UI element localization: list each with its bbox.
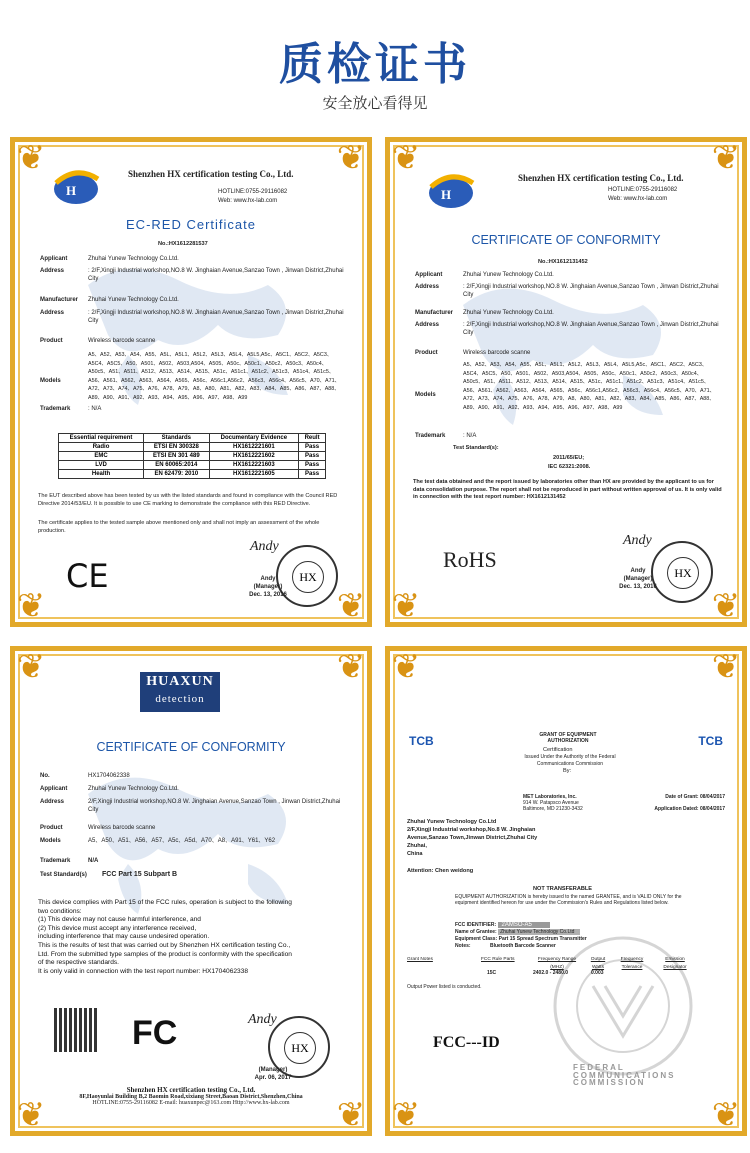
table-cell: 2402.0 - 2480.0 [533, 970, 569, 976]
table-cell: 0.003 [591, 970, 604, 976]
website: Web: www.hx-lab.com [218, 198, 278, 204]
page-subtitle: 安全放心看得见 [322, 94, 428, 112]
field-label: Trademark [40, 406, 71, 412]
certification-label: Certification [543, 747, 573, 753]
table-cell: ETSI EN 300328 [144, 443, 210, 452]
address-value: : 2/F,Xingji Industrial workshop,NO.8 W. Jinghaian Avenue,Sanzao Town , Jinwan District,Zhuhai City [88, 310, 344, 324]
models-value: A5、A52、A53、A54、A55、A5L、A5L1、A5L2、A5L3、A5L4、A5L5,A5c、A5C1、A5C2、A5C3、A5C4、A5C5、A50、A501、A502、A503,A504、A505、A50c、A50c1、A50c2、A50c3、A50c4、A50c5、A51、A511、A512、A513、A514、A515、A51c、A51c1、A51c2、A51c3、A51c4、A51c5、A56、A561、A562、A563、A564、A565、A56c、A56c1,A56c2、A56c3、A56c4、A56c5、A70、A71、A72、A73、A74、A75、A76、A78、A79、A8、A80、A81、A82、A83、A84、A85、A86、A87、A88、A89、A90、A91、A92、A93、A94、A95、A96、A97、A98、A99 [463, 362, 716, 411]
stamp-text: HX [292, 561, 324, 593]
detail-label: FCC IDENTIFIER: [455, 922, 497, 928]
hx-logo-icon [425, 169, 477, 211]
table-cell: EN 62479: 2010 [144, 470, 210, 479]
fcc-details [455, 922, 587, 950]
grantee-line: Zhuhai, [407, 843, 427, 849]
field-label: Address [40, 268, 65, 274]
table-cell: HX1612221601 [209, 443, 299, 452]
trademark-value: : N/A [463, 433, 477, 439]
signature: Andy [248, 1012, 277, 1027]
ornament-icon: ❦ [336, 647, 366, 687]
ornament-icon: ❦ [336, 1095, 366, 1135]
detail-label: Notes: [455, 943, 471, 949]
certificate-title: CERTIFICATE OF CONFORMITY [471, 233, 661, 247]
company-name: Shenzhen HX certification testing Co., Ltd. [128, 169, 294, 179]
manufacturer-value: Zhuhai Yunew Technology Co.Ltd. [463, 310, 554, 316]
table-row [59, 443, 326, 452]
product-value: Wireless barcode scanne [88, 825, 156, 831]
fcc-logo-icon: FC [132, 1014, 178, 1052]
field-label: Address [40, 310, 65, 316]
signature: Andy [250, 539, 279, 554]
applicant-value: Zhuhai Yunew Technology Co.Ltd. [88, 256, 179, 262]
hotline: HOTLINE:0755-29116082 [608, 187, 678, 193]
table-header: Reult [299, 434, 326, 443]
hx-logo-icon [50, 165, 102, 207]
table-cell: Health [59, 470, 144, 479]
attention-line: Attention: Chen weidong [407, 868, 474, 874]
field-label: Test Standard(s) [40, 872, 87, 878]
grantee-line: Avenue,Sanzao Town,Jinwan District,Zhuhai City [407, 835, 538, 841]
manufacturer-value: Zhuhai Yunew Technology Co.Ltd. [88, 297, 179, 303]
field-label: Applicant [40, 786, 68, 792]
logo-line: detection [155, 693, 205, 705]
applicant-value: Zhuhai Yunew Technology Co.Ltd. [463, 272, 554, 278]
certificate-number: No.:HX1612281537 [158, 241, 208, 247]
models-value: A5、A52、A53、A54、A55、A5L、A5L1、A5L2、A5L3、A5L4、A5L5,A5c、A5C1、A5C2、A5C3、A5C4、A5C5、A50、A501、A502、A503,A504、A505、A50c、A50c1、A50c2、A50c3、A50c4、A50c5、A51、A511、A512、A513、A514、A515、A51c、A51c1、A51c2、A51c3、A51c4、A51c5、A56、A561、A562、A563、A564、A565、A56c、A56c1,A56c2、A56c3、A56c4、A56c5、A70、A71、A72、A73、A74、A75、A76、A78、A79、A8、A80、A81、A82、A83、A84、A85、A86、A87、A88、A89、A90、A91、A92、A93、A94、A95、A96、A97、A98、A99 [88, 352, 341, 401]
field-label: Product [415, 350, 438, 356]
ornament-icon: ❦ [16, 647, 46, 687]
signer-name: Andy [630, 568, 646, 574]
certificate-title: EC-RED Certificate [126, 217, 256, 232]
footer-address: 8F,Haoyunlai Building B,2 Baomin Road,xixiang Street,Baoan District,Shenzhen,China [79, 1094, 303, 1100]
statement-line: This device complies with Part 15 of the FCC rules, operation is subject to the following [38, 899, 292, 906]
lab-address: Baltimore, MD 21230-3432 [523, 806, 583, 812]
footer-company: Shenzhen HX certification testing Co., Ltd. [126, 1086, 256, 1094]
grantee-line: Zhuhai Yunew Technology Co.Ltd [407, 819, 497, 825]
table-row [59, 461, 326, 470]
statement-line: (1) This device may not cause harmful interference, and [38, 916, 201, 924]
not-transferable: NOT TRANSFERABLE [533, 886, 593, 892]
table-cell: Pass [299, 470, 326, 479]
statement-line: This is the results of test that was carried out by Shenzhen HX certification testing Co., [38, 941, 291, 949]
sign-date: Apr. 06, 2017 [254, 1075, 292, 1081]
trademark-value: : N/A [88, 406, 102, 412]
detail-label: Name of Grantee: [455, 929, 497, 935]
standard-item: IEC 62321:2008. [548, 464, 591, 470]
ornament-icon: ❦ [16, 138, 46, 178]
field-label: Manufacturer [415, 310, 454, 316]
field-label: Address [40, 799, 65, 805]
equipment-authorization-text: EQUIPMENT AUTHORIZATION is hereby issued to the named GRANTEE, and is VALID ONLY for the equipment identified hereon for use under the Commission's Rules and Regulations listed below. [455, 894, 682, 906]
svg-text:H: H [441, 187, 452, 202]
signer-role: (Manager) [253, 584, 283, 590]
validity-text: The test data obtained and the report issued by laboratories other than HX are provided by the applicant to us for data consolidation purpose. The report shall not be reproduced in part without written approval of us. It is only valid in connection with the test report number: HX1612131452 [413, 479, 722, 500]
table-cell: EMC [59, 452, 144, 461]
ornament-icon: ❦ [336, 138, 366, 178]
table-cell: HX1612221603 [209, 461, 299, 470]
table-cell: Pass [299, 443, 326, 452]
ornament-icon: ❦ [711, 586, 741, 626]
company-name: Shenzhen HX certification testing Co., Ltd. [518, 173, 684, 183]
footer [28, 1086, 354, 1106]
page-header [0, 0, 750, 125]
field-label: Trademark [415, 433, 446, 439]
ornament-icon: ❦ [16, 586, 46, 626]
field-label: Models [40, 378, 61, 384]
field-label: Applicant [415, 272, 443, 278]
standards-table [58, 433, 326, 479]
ornament-icon: ❦ [711, 1095, 741, 1135]
signer-block [608, 567, 668, 591]
cert-rohs[interactable] [385, 137, 747, 627]
statement-line: Ltd. From the submitted type samples of the product is conformity with the specification [38, 950, 292, 958]
statement-line: including interference that may cause undesired operation. [38, 933, 210, 941]
tcb-logo-right: TCB [698, 734, 723, 748]
field-label: Trademark [40, 858, 71, 864]
sign-date: Dec. 13, 2016 [619, 584, 657, 590]
ornament-icon: ❦ [336, 586, 366, 626]
logo-line: HUAXUN [146, 674, 214, 689]
column-header: Emission Designator [663, 957, 687, 970]
table-cell: HX1612221605 [209, 470, 299, 479]
page-title: 质检证书 [279, 39, 471, 90]
address-value: : 2/F,Xingji Industrial workshop,NO.8 W. Jinghaian Avenue,Sanzao Town , Jinwan District,Zhuhai City [463, 284, 719, 298]
grantee-name-value: Zhuhai Yunew Technology Co.Ltd [498, 929, 580, 935]
issued-authority: Issued Under the Authority of the Federal Communications Commission [524, 754, 616, 767]
table-header: Standards [144, 434, 210, 443]
standards-label: Test Standard(s): [453, 445, 499, 451]
table-row [59, 470, 326, 479]
grantee-line: China [407, 851, 423, 857]
application-date: Application Dated: 08/04/2017 [654, 806, 725, 812]
ornament-icon: ❦ [391, 138, 421, 178]
cert-no-value: HX1704062338 [88, 773, 130, 779]
signer-block [238, 1066, 308, 1082]
signer-block [238, 575, 298, 599]
table-header: Essential requirement [59, 434, 144, 443]
statement-line: of the respective standards. [38, 959, 120, 967]
certificate-number: No.:HX1612131452 [538, 259, 588, 265]
ce-mark-icon: CE [66, 557, 109, 595]
column-header: Frequency Tolerance [620, 957, 644, 970]
stamp-text: HX [284, 1032, 316, 1064]
signature: Andy [623, 533, 652, 548]
signer-name: Andy [260, 576, 276, 582]
qr-code-icon[interactable] [54, 1008, 98, 1052]
signer-role: (Manager) [623, 576, 653, 582]
cert-tcb-grant[interactable] [385, 646, 747, 1136]
scope-text: The certificate applies to the tested sample above mentioned only and shall not imply an assessment of the whole production. [38, 520, 320, 534]
field-label: Product [40, 338, 63, 344]
table-cell: LVD [59, 461, 144, 470]
address-value: 2/F,Xingji Industrial workshop,NO.8 W. Jinghaian Avenue,Sanzao Town , Jinwan District,Zhuhai City [88, 799, 341, 813]
equipment-class-value: Part 15 Spread Spectrum Transmitter [498, 936, 587, 942]
product-value: Wireless barcode scanne [463, 350, 531, 356]
cert-fcc[interactable] [10, 646, 372, 1136]
standard-item: 2011/65/EU; [553, 455, 585, 461]
rohs-mark: RoHS [443, 547, 497, 572]
table-cell: Pass [299, 461, 326, 470]
grant-title: GRANT OF EQUIPMENT AUTHORIZATION [539, 732, 597, 744]
table-cell: EN 60065:2014 [144, 461, 210, 470]
tcb-logo-left: TCB [409, 734, 434, 748]
stamp-text: HX [667, 557, 699, 589]
compliance-text: The EUT described above has been tested by us with the listed standards and found in compliance with the Council RED Directive 2014/53/EU. It is possible to use CE marking to demonstrate the compliance with this RED Directive. [38, 493, 338, 507]
table-cell: 15C [487, 970, 497, 976]
trademark-value: N/A [88, 858, 99, 864]
table-cell: Pass [299, 452, 326, 461]
standards-value: FCC Part 15 Subpart B [102, 871, 178, 878]
svg-text:H: H [66, 183, 77, 198]
applicant-value: Zhuhai Yunew Technology Co.Ltd. [88, 786, 179, 792]
field-label: Applicant [40, 256, 68, 262]
field-label: Address [415, 322, 440, 328]
address-value: : 2/F,Xingji Industrial workshop,NO.8 W. Jinghaian Avenue,Sanzao Town , Jinwan District,Zhuhai City [88, 268, 344, 282]
column-header: FCC Rule Parts [481, 957, 515, 962]
grantee-block [407, 818, 537, 858]
cert-ec-red[interactable] [10, 137, 372, 627]
ornament-icon: ❦ [391, 1095, 421, 1135]
ornament-icon: ❦ [391, 647, 421, 687]
table-cell: HX1612221602 [209, 452, 299, 461]
column-header: Frequency Range (MHZ) [537, 957, 577, 970]
notes-value: Bluetooth Barcode Scanner [489, 943, 556, 949]
table-cell: Radio [59, 443, 144, 452]
ornament-icon: ❦ [391, 586, 421, 626]
field-label: Manufacturer [40, 297, 79, 303]
product-value: Wireless barcode scanne [88, 338, 156, 344]
website: Web: www.hx-lab.com [608, 196, 668, 202]
huaxun-logo [140, 672, 220, 712]
footer-contact: HOTLINE:0755-29116082 E-mail: huaxunpec@163.com Http://www.hx-lab.com [92, 1100, 290, 1106]
fcc-id-caption: FCC---ID [433, 1034, 500, 1051]
field-label: Models [415, 392, 436, 398]
statement-line: two conditions: [38, 907, 82, 915]
detail-label: Equipment Class: [455, 936, 498, 942]
models-value: A5、A50、A51、A56、A57、A5c、A5d、A70、A8、A91、Y61、Y62 [88, 838, 276, 844]
field-label: Models [40, 838, 61, 844]
hotline: HOTLINE:0755-29116082 [218, 189, 288, 195]
ornament-icon: ❦ [711, 138, 741, 178]
address-value: : 2/F,Xingji Industrial workshop,NO.8 W. Jinghaian Avenue,Sanzao Town , Jinwan District,Zhuhai City [463, 322, 719, 336]
output-power-note: Output Power listed is conducted. [407, 984, 482, 990]
fcc-statement [38, 899, 348, 976]
statement-line: It is only valid in connection with the test report number: HX1704062338 [38, 967, 249, 975]
statement-line: (2) This device must accept any interference received, [38, 924, 197, 932]
sign-date: Dec. 13, 2016 [249, 592, 287, 598]
lab-block [523, 794, 583, 812]
field-label: No. [40, 773, 50, 779]
certificate-title: CERTIFICATE OF CONFORMITY [96, 740, 286, 754]
lab-address: 914 W. Patapsco Avenue [523, 800, 579, 806]
column-header: Output Watts [590, 957, 606, 970]
table-cell: ETSI EN 301 489 [144, 452, 210, 461]
seal-text: FEDERAL COMMUNICATIONS COMMISSION [573, 1063, 676, 1087]
ornament-icon: ❦ [711, 647, 741, 687]
field-label: Address [415, 284, 440, 290]
signer-role: (Manager) [258, 1067, 288, 1073]
column-header: Grant Notes [407, 957, 433, 962]
table-row [59, 452, 326, 461]
date-of-grant: Date of Grant: 08/04/2017 [665, 794, 725, 800]
grantee-line: 2/F,Xingji Industrial workshop,No.8 W. Jinghaian [407, 827, 536, 833]
fcc-id-value: 2AMSO-A5 [498, 922, 550, 928]
lab-name: MET Laboratories, Inc. [523, 794, 577, 800]
ornament-icon: ❦ [16, 1095, 46, 1135]
field-label: Product [40, 825, 63, 831]
by-label: By: [563, 768, 572, 774]
table-header: Documentary Evidence [209, 434, 299, 443]
